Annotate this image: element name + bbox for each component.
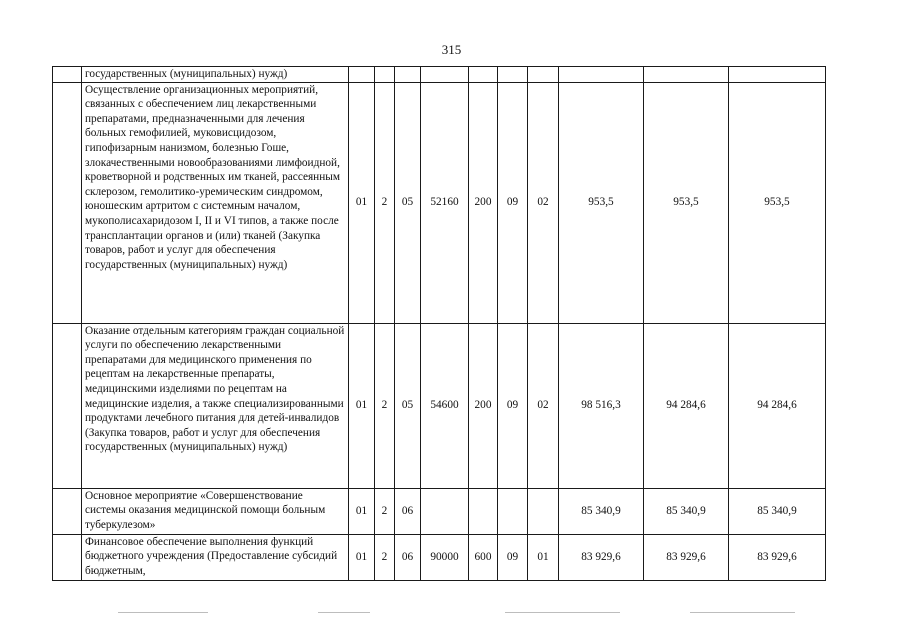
- amount-year-2: 85 340,9: [644, 488, 729, 534]
- table-row: [53, 534, 826, 580]
- amount-year-2: 83 929,6: [644, 534, 729, 580]
- subsection-code: [528, 67, 559, 83]
- program-code: 01: [349, 82, 375, 323]
- item-name: Основное мероприятие «Совершенствование системы оказания медицинской помощи больным туберкулезом»: [82, 488, 349, 534]
- scan-artifact-line: [690, 612, 795, 613]
- amount-year-1: 85 340,9: [559, 488, 644, 534]
- program-code: [349, 67, 375, 83]
- item-name: Финансовое обеспечение выполнения функций бюджетного учреждения (Предоставление субсидий бюджетным,: [82, 534, 349, 580]
- program-code: 01: [349, 488, 375, 534]
- budget-table: [52, 66, 826, 581]
- program-code: 01: [349, 323, 375, 488]
- page-number: 315: [441, 42, 462, 57]
- direction-code: [421, 67, 469, 83]
- subprogram-code: 2: [375, 323, 395, 488]
- row-marker-cell: [53, 82, 82, 323]
- main-event-code: 05: [395, 323, 421, 488]
- row-marker-cell: [53, 323, 82, 488]
- main-event-code: [395, 67, 421, 83]
- scan-artifact-line: [118, 612, 208, 613]
- amount-year-1: 98 516,3: [559, 323, 644, 488]
- expense-type-code: 200: [469, 323, 498, 488]
- row-marker-cell: [53, 488, 82, 534]
- amount-year-2: [644, 67, 729, 83]
- item-name: государственных (муниципальных) нужд): [82, 67, 349, 83]
- subsection-code: 01: [528, 534, 559, 580]
- subprogram-code: 2: [375, 534, 395, 580]
- direction-code: 90000: [421, 534, 469, 580]
- section-code: 09: [498, 534, 528, 580]
- scan-artifact-line: [318, 612, 370, 613]
- table-row: [53, 488, 826, 534]
- expense-type-code: [469, 67, 498, 83]
- expense-type-code: 200: [469, 82, 498, 323]
- subsection-code: 02: [528, 323, 559, 488]
- amount-year-3: [729, 67, 826, 83]
- expense-type-code: [469, 488, 498, 534]
- direction-code: [421, 488, 469, 534]
- item-name: Оказание отдельным категориям граждан социальной услуги по обеспечению лекарственными препаратами для медицинского применения по рецептам на лекарственные препараты, медицинскими изделиями по рецептам на медицинские изделия, а также специализированными продуктами лечебного питания для детей-инвалидов (Закупка товаров, работ и услуг для обеспечения государственных (муниципальных) нужд): [82, 323, 349, 488]
- section-code: [498, 67, 528, 83]
- item-name: Осуществление организационных мероприятий, связанных с обеспечением лиц лекарственными препаратами, предназначенными для лечения больных гемофилией, муковисцидозом, гипофизарным нанизмом, болезнью Гоше, злокачественными новообразованиями лимфоидной, кроветворной и родственных им тканей, рассеянным склерозом, гемолитико-уремическим синдромом, юношеским артритом с системным началом, мукополисахаридозом I, II и VI типов, а также после трансплантации органов и (или) тканей (Закупка товаров, работ и услуг для обеспечения государственных (муниципальных) нужд): [82, 82, 349, 323]
- amount-year-1: [559, 67, 644, 83]
- main-event-code: 05: [395, 82, 421, 323]
- section-code: [498, 488, 528, 534]
- section-code: 09: [498, 82, 528, 323]
- program-code: 01: [349, 534, 375, 580]
- amount-year-3: 85 340,9: [729, 488, 826, 534]
- main-event-code: 06: [395, 534, 421, 580]
- subprogram-code: 2: [375, 82, 395, 323]
- table-row: [53, 82, 826, 323]
- row-marker-cell: [53, 67, 82, 83]
- table-row: [53, 323, 826, 488]
- amount-year-3: 953,5: [729, 82, 826, 323]
- table-row: [53, 67, 826, 83]
- subprogram-code: [375, 67, 395, 83]
- subprogram-code: 2: [375, 488, 395, 534]
- scan-artifact-line: [505, 612, 620, 613]
- section-code: 09: [498, 323, 528, 488]
- subsection-code: 02: [528, 82, 559, 323]
- row-marker-cell: [53, 534, 82, 580]
- amount-year-1: 953,5: [559, 82, 644, 323]
- subsection-code: [528, 488, 559, 534]
- amount-year-2: 94 284,6: [644, 323, 729, 488]
- direction-code: 54600: [421, 323, 469, 488]
- amount-year-1: 83 929,6: [559, 534, 644, 580]
- main-event-code: 06: [395, 488, 421, 534]
- expense-type-code: 600: [469, 534, 498, 580]
- amount-year-3: 83 929,6: [729, 534, 826, 580]
- amount-year-3: 94 284,6: [729, 323, 826, 488]
- direction-code: 52160: [421, 82, 469, 323]
- amount-year-2: 953,5: [644, 82, 729, 323]
